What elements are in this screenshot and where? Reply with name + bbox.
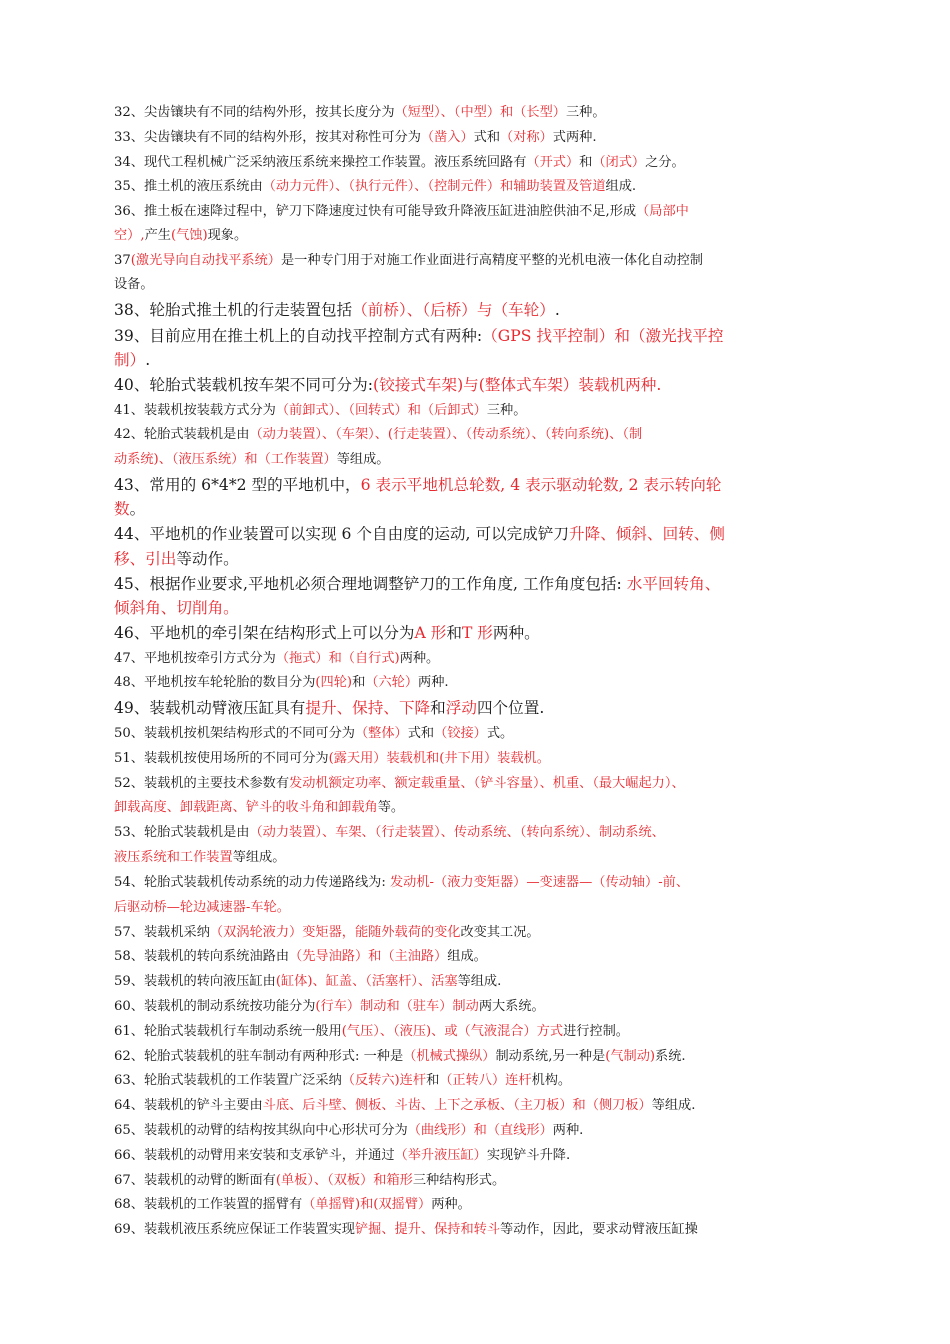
question-text: 48、平地机按车轮轮胎的数目分为: [114, 675, 316, 690]
text-line: [114, 348, 874, 373]
text-line: [114, 722, 874, 747]
question-text: 之分。: [645, 155, 685, 170]
question-text: 实现铲斗升降.: [486, 1148, 571, 1163]
question-text: 制动系统,另一种是: [495, 1049, 606, 1064]
answer-text: (单板）、（双板）和箱形: [275, 1173, 413, 1188]
answer-text: 发动机-（液力变矩器）—变速器—（传动轴）-前、: [389, 875, 690, 890]
text-line: [114, 1144, 874, 1169]
text-line: [114, 1069, 874, 1094]
text-line: [114, 298, 874, 323]
text-line: [114, 596, 874, 621]
question-text: 。: [129, 500, 146, 518]
question-text: 等动作。: [176, 550, 239, 568]
text-line: [114, 273, 874, 298]
question-text: 63、轮胎式装载机的工作装置广泛采纳: [114, 1073, 342, 1088]
answer-text: 升降、倾斜、回转、侧: [569, 525, 725, 543]
question-text: 等动作，因此，要求动臂液压缸操: [500, 1222, 698, 1237]
answer-text: （开式）: [526, 155, 580, 170]
answer-text: （动力装置）、（车架）、(行走装置）、（传动系统）、（转向系统)、（制: [249, 427, 643, 442]
answer-text: 发动机额定功率、额定载重量、（铲斗容量）、机重、（最大崛起力）、: [289, 776, 685, 791]
answer-text: （短型）、（中型）和（长型）: [394, 105, 566, 120]
question-text: 式和: [473, 130, 501, 145]
question-text: 53、轮胎式装载机是由: [114, 825, 250, 840]
question-text: 组成.: [605, 179, 637, 194]
text-line: [114, 497, 874, 522]
text-line: [114, 1119, 874, 1144]
answer-text: （举升液压缸）: [394, 1148, 487, 1163]
text-line: [114, 1020, 874, 1045]
text-line: [114, 671, 874, 696]
text-line: [114, 796, 874, 821]
question-text: 44、平地机的作业装置可以实现 6 个自由度的运动, 可以完成铲刀: [114, 525, 570, 543]
text-line: [114, 696, 874, 721]
question-text: 68、装载机的工作装置的摇臂有: [114, 1197, 303, 1212]
answer-text: （对称）: [500, 130, 553, 145]
question-text: 67、装载机的动臂的断面有: [114, 1173, 276, 1188]
question-text: 设备。: [114, 277, 154, 292]
answer-text: （凿入）: [420, 130, 474, 145]
text-line: [114, 126, 874, 151]
text-line: [114, 1169, 874, 1194]
question-text: 54、轮胎式装载机传动系统的动力传递路线为:: [114, 875, 390, 890]
text-line: [114, 399, 874, 424]
text-line: [114, 621, 874, 646]
question-text: 51、装载机按使用场所的不同可分为: [114, 751, 329, 766]
answer-text: (行车）制动和（驻车）制动: [315, 999, 479, 1014]
text-line: [114, 324, 874, 349]
text-line: [114, 1193, 874, 1218]
answer-text: (气压）、（液压)、或（气液混合）方式: [341, 1024, 564, 1039]
text-line: [114, 1218, 874, 1243]
question-text: 41、装载机按装载方式分为: [114, 403, 276, 418]
text-line: [114, 547, 874, 572]
answer-text: 水平回转角、: [626, 575, 721, 593]
question-text: .: [554, 301, 560, 319]
answer-text: 斗底、后斗壁、侧板、斗齿、上下之承板、（主刀板）和（侧刀板）: [262, 1098, 652, 1113]
question-text: 等组成。: [336, 452, 390, 467]
answer-text: (缸体)、缸盖、（活塞杆）、活塞: [275, 974, 458, 989]
question-text: 四个位置.: [476, 699, 545, 717]
answer-text: 移、引出: [114, 550, 177, 568]
text-line: [114, 1045, 874, 1070]
text-line: [114, 647, 874, 672]
text-line: [114, 101, 874, 126]
text-line: [114, 970, 874, 995]
answer-text: A 形: [414, 624, 447, 642]
question-text: 66、装载机的动臂用来安装和支承铲斗，并通过: [114, 1148, 395, 1163]
answer-text: （动力装置）、车架、（行走装置）、传动系统、（转向系统）、制动系统、: [249, 825, 665, 840]
answer-text: （先导油路）和（主油路）: [289, 949, 448, 964]
text-line: [114, 945, 874, 970]
answer-text: 卸载高度、卸载距离、铲斗的收斗角和卸载角: [114, 800, 378, 815]
answer-text: （动力元件）、（执行元件）、（控制元件）和辅助装置及管道: [262, 179, 606, 194]
text-line: [114, 249, 874, 274]
question-text: 式和: [407, 726, 435, 741]
text-line: [114, 747, 874, 772]
answer-text: 铲掘、提升、保持和转斗: [354, 1222, 501, 1237]
question-text: 40、轮胎式装载机按车架不同可分为:: [114, 376, 374, 394]
question-text: .: [145, 351, 151, 369]
text-line: [114, 522, 874, 547]
question-text: 三种结构形式。: [412, 1173, 506, 1188]
question-text: 等组成。: [232, 850, 286, 865]
answer-text: (露天用）装载机和(井下用）装载机。: [328, 751, 550, 766]
answer-text: （前卸式）、（回转式）和（后卸式）: [275, 403, 487, 418]
question-text: 57、装载机采纳: [114, 925, 210, 940]
answer-text: 后驱动桥—轮边减速器-车轮。: [114, 900, 290, 915]
question-text: 62、轮胎式装载机的驻车制动有两种形式: 一种是: [114, 1049, 404, 1064]
question-text: 两种。: [399, 651, 440, 666]
question-text: 49、装载机动臂液压缸具有: [114, 699, 306, 717]
answer-text: 提升、保持、下降: [305, 699, 431, 717]
question-text: 58、装载机的转向系统油路由: [114, 949, 290, 964]
answer-text: （闭式）: [592, 155, 646, 170]
text-line: [114, 572, 874, 597]
question-text: 等组成.: [651, 1098, 696, 1113]
answer-text: (气蚀): [170, 228, 208, 243]
question-text: 45、根据作业要求,平地机必须合理地调整铲刀的工作角度, 工作角度包括:: [114, 575, 627, 593]
answer-text: (气制动): [605, 1049, 656, 1064]
text-line: [114, 423, 874, 448]
question-text: 机构。: [531, 1073, 572, 1088]
answer-text: （双涡轮液力）变矩器，能随外载荷的变化: [209, 925, 461, 940]
answer-text: （正转八）连杆: [439, 1073, 532, 1088]
question-text: 两大系统。: [478, 999, 545, 1014]
question-text: 46、平地机的牵引架在结构形式上可以分为: [114, 624, 415, 642]
question-text: 32、尖齿镶块有不同的结构外形，按其长度分为: [114, 105, 395, 120]
text-line: [114, 846, 874, 871]
answer-text: （曲线形）和（直线形）: [407, 1123, 553, 1138]
question-text: 50、装载机按机架结构形式的不同可分为: [114, 726, 355, 741]
answer-text: 数: [114, 500, 130, 518]
answer-text: （铰接）: [434, 726, 487, 741]
question-text: 等组成.: [457, 974, 502, 989]
question-text: 进行控制。: [563, 1024, 629, 1039]
text-line: [114, 448, 874, 473]
text-line: [114, 821, 874, 846]
answer-text: (四轮): [315, 675, 353, 690]
question-text: 52、装载机的主要技术参数有: [114, 776, 290, 791]
question-text: 43、常用的 6*4*2 型的平地机中，: [114, 476, 361, 494]
question-text: 组成。: [447, 949, 487, 964]
answer-text: 空）,: [114, 228, 145, 243]
answer-text: T 形: [461, 624, 493, 642]
answer-text: （反转六)连杆: [341, 1073, 427, 1088]
question-text: 和: [426, 1073, 440, 1088]
text-line: [114, 151, 874, 176]
answer-text: 倾斜角、切削角。: [114, 599, 239, 617]
question-text: 两种.: [552, 1123, 584, 1138]
answer-text: 浮动: [445, 699, 477, 717]
answer-text: (激光导向自动找平系统）: [130, 253, 281, 268]
text-line: [114, 224, 874, 249]
answer-text: 动系统)、（液压系统）和（工作装置）: [114, 452, 337, 467]
question-text: 60、装载机的制动系统按功能分为: [114, 999, 316, 1014]
question-text: 是一种专门用于对施工作业面进行高精度平整的光机电液一体化自动控制: [281, 253, 703, 268]
answer-text: 制）: [114, 351, 146, 369]
question-text: 35、推土机的液压系统由: [114, 179, 263, 194]
question-text: 两种。: [431, 1197, 471, 1212]
text-line: [114, 871, 874, 896]
answer-text: （整体）: [354, 726, 408, 741]
question-text: 64、装载机的铲斗主要由: [114, 1098, 263, 1113]
answer-text: (铰接式车架)与(整体式车架）装载机两种.: [373, 376, 662, 394]
question-text: 47、平地机按牵引方式分为: [114, 651, 276, 666]
text-line: [114, 995, 874, 1020]
text-line: [114, 896, 874, 921]
question-text: 两种。: [492, 624, 540, 642]
question-text: 三种。: [565, 105, 606, 120]
answer-text: （拖式）和（自行式): [275, 651, 400, 666]
question-text: 系统.: [655, 1049, 686, 1064]
text-line: [114, 1094, 874, 1119]
text-line: [114, 175, 874, 200]
question-text: 33、尖齿镶块有不同的结构外形，按其对称性可分为: [114, 130, 421, 145]
question-text: 和: [430, 699, 446, 717]
answer-text: （单摇臂)和(双摇臂）: [302, 1197, 432, 1212]
answer-text: （六轮）: [365, 675, 419, 690]
question-text: 和: [579, 155, 593, 170]
question-text: 38、轮胎式推土机的行走装置包括: [114, 301, 353, 319]
question-text: 和: [352, 675, 366, 690]
question-text: 39、目前应用在推土机上的自动找平控制方式有两种:: [114, 327, 483, 345]
question-text: 42、轮胎式装载机是由: [114, 427, 250, 442]
question-text: 59、装载机的转向液压缸由: [114, 974, 276, 989]
question-text: 三种。: [486, 403, 527, 418]
question-text: 两种.: [418, 675, 449, 690]
question-text: 61、轮胎式装载机行车制动系统一般用: [114, 1024, 342, 1039]
answer-text: （局部中: [636, 204, 689, 219]
question-text: 和: [446, 624, 462, 642]
question-text: 37: [114, 253, 131, 268]
text-line: [114, 373, 874, 398]
question-text: 36、推土板在速降过程中，铲刀下降速度过快有可能导致升降液压缸进油腔供油不足,形成: [114, 204, 637, 219]
question-text: 69、装载机液压系统应保证工作装置实现: [114, 1222, 355, 1237]
text-line: [114, 473, 874, 498]
answer-text: （前桥）、（后桥）与（车轮）: [352, 301, 555, 319]
text-line: [114, 200, 874, 225]
question-text: 改变其工况。: [460, 925, 540, 940]
question-text: 65、装载机的动臂的结构按其纵向中心形状可分为: [114, 1123, 408, 1138]
question-text: 式两种.: [552, 130, 597, 145]
text-line: [114, 921, 874, 946]
answer-text: 6 表示平地机总轮数, 4 表示驱动轮数, 2 表示转向轮: [360, 476, 722, 494]
question-text: 等。: [377, 800, 405, 815]
answer-text: 液压系统和工作装置: [114, 850, 233, 865]
question-text: 式。: [486, 726, 514, 741]
question-text: 34、现代工程机械广泛采纳液压系统来操控工作装置。液压系统回路有: [114, 155, 527, 170]
answer-text: （GPS 找平控制）和（激光找平控: [482, 327, 724, 345]
question-text: 产生: [144, 228, 171, 243]
text-line: [114, 772, 874, 797]
answer-text: （机械式操纵）: [403, 1049, 496, 1064]
question-text: 现象。: [207, 228, 248, 243]
